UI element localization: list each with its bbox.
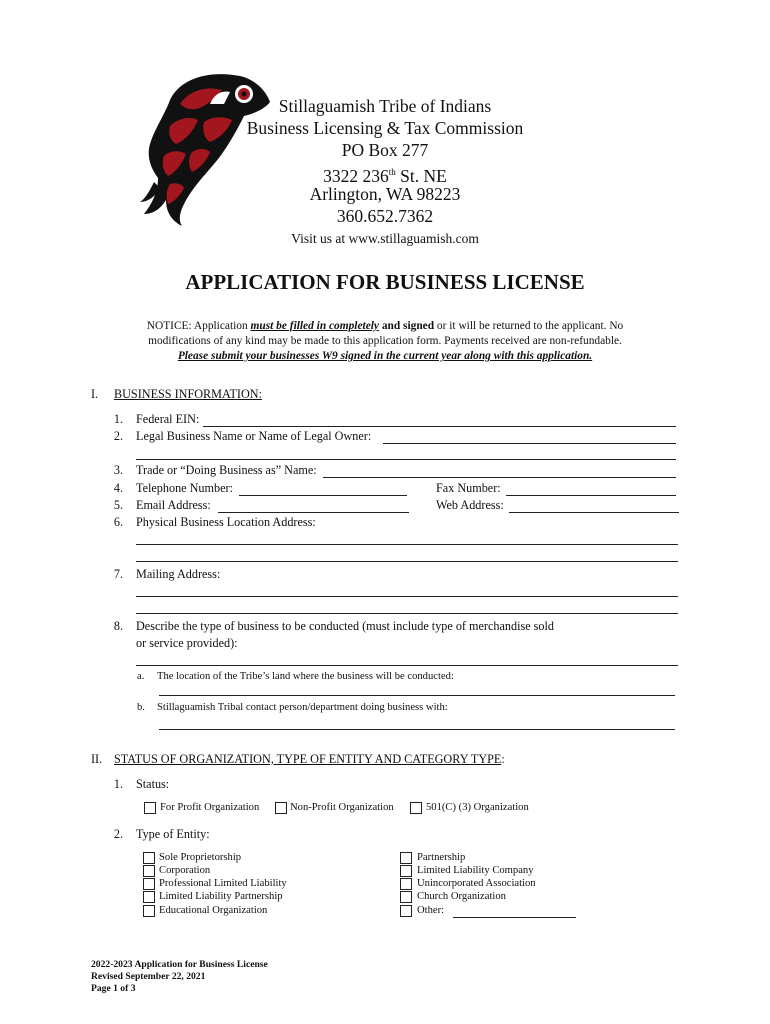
field-number: 6. [113, 515, 123, 529]
field-number: 1. [113, 777, 123, 791]
org-name: Stillaguamish Tribe of Indians [278, 96, 492, 116]
subitem-letter: a. [137, 671, 145, 682]
non-profit-label: Non-Profit Organization [290, 802, 394, 813]
unincorporated-assoc-checkbox[interactable] [400, 878, 412, 890]
501c3-label: 501(C) (3) Organization [426, 802, 529, 813]
physical-address-label: Physical Business Location Address: [136, 515, 316, 529]
llp-checkbox[interactable] [143, 891, 155, 903]
phone-number: 360.652.7362 [336, 206, 434, 226]
section-2-heading: STATUS OF ORGANIZATION, TYPE OF ENTITY AND CATEGORY TYPE: [114, 752, 505, 766]
llp-label: Limited Liability Partnership [159, 891, 283, 902]
field-number: 7. [113, 567, 123, 581]
church-org-checkbox[interactable] [400, 891, 412, 903]
field-number: 5. [113, 498, 123, 512]
legal-name-field[interactable] [383, 443, 676, 444]
educational-org-label: Educational Organization [159, 905, 268, 916]
mailing-address-field-1[interactable] [136, 596, 678, 597]
partnership-checkbox[interactable] [400, 852, 412, 864]
federal-ein-field[interactable] [203, 426, 676, 427]
telephone-field[interactable] [239, 495, 407, 496]
footer-page-number: Page 1 of 3 [91, 983, 136, 994]
tribal-contact-label: Stillaguamish Tribal contact person/department doing business with: [157, 702, 448, 713]
section-1-heading: BUSINESS INFORMATION: [114, 387, 262, 401]
corporation-checkbox[interactable] [143, 865, 155, 877]
email-label: Email Address: [136, 498, 211, 512]
llc-checkbox[interactable] [400, 865, 412, 877]
subitem-letter: b. [137, 702, 145, 713]
page-title: APPLICATION FOR BUSINESS LICENSE [185, 270, 585, 294]
street-address: 3322 236th St. NE [323, 165, 447, 186]
non-profit-checkbox[interactable] [275, 802, 287, 814]
church-org-label: Church Organization [417, 891, 506, 902]
fax-label: Fax Number: [436, 481, 501, 495]
educational-org-checkbox[interactable] [143, 905, 155, 917]
tribal-land-location-field[interactable] [159, 695, 675, 696]
partnership-label: Partnership [417, 852, 466, 863]
field-number: 2. [113, 429, 123, 443]
business-description-field[interactable] [136, 665, 678, 666]
for-profit-checkbox[interactable] [144, 802, 156, 814]
footer-form-name: 2022-2023 Application for Business License [91, 959, 268, 970]
tribal-contact-field[interactable] [159, 729, 675, 730]
web-label: Web Address: [436, 498, 504, 512]
commission-name: Business Licensing & Tax Commission [246, 118, 524, 138]
professional-llc-checkbox[interactable] [143, 878, 155, 890]
legal-name-field-line-2[interactable] [136, 459, 676, 460]
mailing-address-field-2[interactable] [136, 613, 678, 614]
professional-llc-label: Professional Limited Liability [159, 878, 287, 889]
corporation-label: Corporation [159, 865, 211, 876]
federal-ein-label: Federal EIN: [136, 412, 200, 426]
tribal-land-location-label: The location of the Tribe’s land where the business will be conducted: [157, 671, 454, 682]
field-number: 8. [113, 619, 123, 633]
website-line: Visit us at www.stillaguamish.com [291, 231, 479, 246]
section-1-numeral: I. [91, 387, 99, 401]
email-field[interactable] [218, 512, 409, 513]
fax-field[interactable] [506, 495, 676, 496]
other-checkbox[interactable] [400, 905, 412, 917]
field-number: 2. [113, 827, 123, 841]
sole-proprietorship-label: Sole Proprietorship [159, 852, 242, 863]
dba-name-field[interactable] [323, 477, 676, 478]
other-label: Other: [417, 905, 445, 916]
physical-address-field-1[interactable] [136, 544, 678, 545]
city-state-zip: Arlington, WA 98223 [309, 184, 461, 204]
section-2-numeral: II. [91, 752, 103, 766]
for-profit-label: For Profit Organization [160, 802, 260, 813]
notice-line-1: NOTICE: Application must be filled in completely and signed or it will be returned to the applicant. No [146, 320, 624, 332]
po-box: PO Box 277 [341, 140, 429, 160]
sole-proprietorship-checkbox[interactable] [143, 852, 155, 864]
501c3-checkbox[interactable] [410, 802, 422, 814]
notice-line-3: Please submit your businesses W9 signed in the current year along with this application. [177, 350, 593, 362]
unincorporated-assoc-label: Unincorporated Association [417, 878, 536, 889]
entity-type-label: Type of Entity: [136, 827, 210, 841]
business-description-label-2: or service provided): [136, 636, 238, 650]
field-number: 1. [113, 412, 123, 426]
llc-label: Limited Liability Company [417, 865, 534, 876]
field-number: 3. [113, 463, 123, 477]
notice-line-2: modifications of any kind may be made to this application form. Payments received are non-refundable. [148, 335, 622, 347]
field-number: 4. [113, 481, 123, 495]
other-entity-field[interactable] [453, 917, 576, 918]
mailing-address-label: Mailing Address: [136, 567, 221, 581]
web-field[interactable] [509, 512, 679, 513]
business-description-label: Describe the type of business to be conducted (must include type of merchandise sold [136, 619, 554, 633]
physical-address-field-2[interactable] [136, 561, 678, 562]
dba-name-label: Trade or “Doing Business as” Name: [136, 463, 317, 477]
status-label: Status: [136, 777, 170, 791]
footer-revised-date: Revised September 22, 2021 [91, 971, 206, 982]
legal-name-label: Legal Business Name or Name of Legal Owner: [136, 429, 372, 443]
telephone-label: Telephone Number: [136, 481, 233, 495]
